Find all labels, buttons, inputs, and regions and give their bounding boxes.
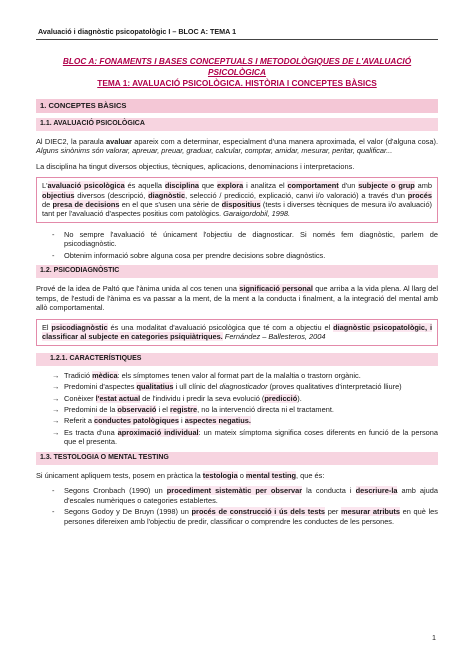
section-heading-1-2-1: 1.2.1. CARACTERÍSTIQUES <box>36 353 438 366</box>
page-number: 1 <box>432 632 436 642</box>
tema-title: TEMA 1: AVALUACIÓ PSICOLÒGICA. HISTÒRIA I CONCEPTES BÀSICS <box>97 78 377 88</box>
paragraph-disciplina: La disciplina ha tingut diversos objectius, tècniques, aplicacions, denominacions i interpretacions. <box>36 161 355 171</box>
section-heading-1-1: 1.1. AVALUACIÓ PSICOLÒGICA <box>36 118 438 131</box>
list-item: - Segons Cronbach (1990) un procediment sistemàtic per observar la conducta i descriure-la amb ajuda d'escales numèriques o categories establertes. <box>52 486 438 505</box>
paragraph-palto: Prové de la idea de Paltó que l'ànima unida al cos tenen una significació personal que arriba a la vida plena. Al llarg del temps, de l'estudi de l'ànima es va passar a la ment, de la ment a la conducta i finalment, a la integració del mental amb allò comportamental. <box>36 284 438 313</box>
list-item: → Tradició mèdica: els símptomes tenen valor al format part de la malaltia o trastorn orgànic. <box>52 371 438 380</box>
definition-box-avaluacio: L'avaluació psicològica és aquella disciplina que explora i analitza el comportament d'un subjecte o grup amb objectius diversos (descripció, diagnòstic, selecció / predicció, explicació, canvi i/o valoració) a través d'un procés de presa de decisions en el que s'usen una sèrie de dispositius (tests i diverses tècniques de mesura i/o avaluació) tant per l'avaluació d'aspectes positius com patològics. Garaigordobil, 1998. <box>36 177 438 223</box>
list-item: → Es tracta d'una aproximació individual: un mateix símptoma significa coses diferents en funció de la persona que el presenta. <box>52 428 438 447</box>
dash-list-1 <box>52 230 438 260</box>
paragraph-testologia: Si únicament apliquem tests, posem en pràctica la testologia o mental testing, que és: <box>36 470 325 480</box>
list-item: - No sempre l'avaluació té únicament l'objectiu de diagnosticar. Si només fem diagnòstic, parlem de psicodiagnòstic. <box>52 230 438 249</box>
list-item: - Segons Godoy y De Bruyn (1998) un procés de construcció i ús dels tests per mesurar atributs en què les persones difereixen amb l'objectiu de predir, classificar o comprendre les conductes de les persones. <box>52 507 438 526</box>
definition-box-psicodiagnostic: El psicodiagnòstic és una modalitat d'avaluació psicològica que té com a objectiu el diagnòstic psicopatològic, i classificar al subjecte en categories psiquiàtriques. Fernández – Ballesteros, 2004 <box>36 319 438 346</box>
bloc-title: BLOC A: FONAMENTS I BASES CONCEPTUALS I METODOLÒGIQUES DE L'AVALUACIÓ PSICOLÒGICA <box>62 56 412 77</box>
section-heading-1-3: 1.3. TESTOLOGIA O MENTAL TESTING <box>36 452 438 465</box>
paragraph-avaluar: Al DIEC2, la paraula avaluar apareix com a determinar, especialment d'una manera aproximada, el valor (d'alguna cosa). Alguns sinònims són valorar, apreuar, preuar, graduar, calcular, comptar, amidar, mesurar, peritar, qualificar... <box>36 136 439 156</box>
section-heading-1: 1. CONCEPTES BÀSICS <box>36 99 438 113</box>
main-content <box>36 99 438 530</box>
running-header: Avaluació i diagnòstic psicopatològic I – BLOC A: TEMA 1 <box>38 27 237 36</box>
section-heading-1-2: 1.2. PSICODIAGNÒSTIC <box>36 265 438 278</box>
dash-list-2 <box>52 486 438 526</box>
list-item: → Predomini de la observació i el registre, no la intervenció directa ni el tractament. <box>52 405 438 414</box>
list-item: - Obtenim informació sobre alguna cosa per prendre decisions sobre diagnòstics. <box>52 251 438 260</box>
arrow-list-caracteristiques <box>52 371 438 447</box>
list-item: → Referit a conductes patològiques i aspectes negatius. <box>52 416 438 425</box>
header-divider <box>36 39 438 40</box>
list-item: → Predomini d'aspectes qualitatius i ull clínic del diagnosticador (proves qualitatives d'interpretació lliure) <box>52 382 438 391</box>
list-item: → Conèixer l'estat actual de l'individu i predir la seva evolució (predicció). <box>52 394 438 403</box>
